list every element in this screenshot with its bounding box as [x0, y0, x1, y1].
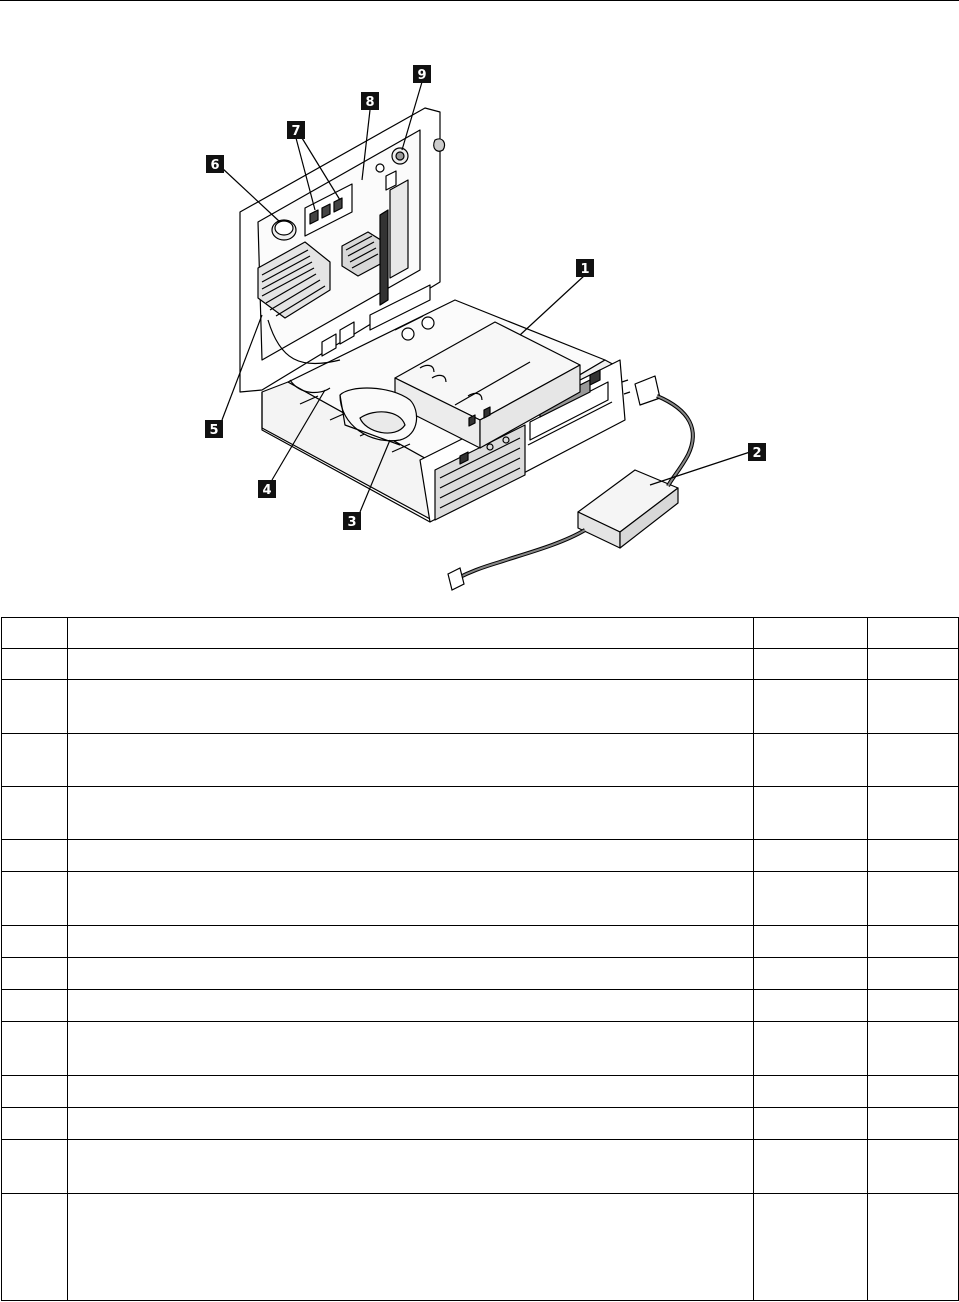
table-cell — [68, 618, 754, 649]
table-cell — [754, 1108, 868, 1140]
table-cell — [868, 1194, 959, 1301]
callout-6-number: 6 — [210, 158, 220, 173]
callout-7-number: 7 — [291, 124, 301, 139]
table-cell — [754, 926, 868, 958]
table-cell — [2, 649, 68, 680]
table-cell — [2, 990, 68, 1022]
table-row — [2, 990, 959, 1022]
table-cell — [2, 1108, 68, 1140]
table-row — [2, 1194, 959, 1301]
parts-table-body — [2, 618, 959, 1301]
table-cell — [2, 1076, 68, 1108]
table-cell — [68, 1076, 754, 1108]
table-cell — [868, 872, 959, 926]
table-cell — [2, 1022, 68, 1076]
table-cell — [754, 840, 868, 872]
callout-1 — [576, 259, 594, 277]
callout-9 — [413, 65, 431, 83]
table-row — [2, 1022, 959, 1076]
callout-8 — [361, 92, 379, 110]
table-cell — [2, 926, 68, 958]
table-cell — [68, 787, 754, 840]
table-row — [2, 649, 959, 680]
table-row — [2, 1140, 959, 1194]
callout-6 — [206, 155, 224, 173]
callout-2 — [748, 443, 766, 461]
leader-line-1 — [520, 275, 585, 335]
table-cell — [68, 958, 754, 990]
table-cell — [2, 1194, 68, 1301]
table-cell — [68, 649, 754, 680]
table-row — [2, 787, 959, 840]
table-cell — [754, 1194, 868, 1301]
table-cell — [68, 840, 754, 872]
table-cell — [2, 872, 68, 926]
table-cell — [868, 680, 959, 734]
callout-9-number: 9 — [417, 68, 427, 83]
table-cell — [68, 872, 754, 926]
exploded-view-illustration — [0, 0, 959, 615]
table-cell — [2, 734, 68, 787]
callout-4-number: 4 — [262, 483, 272, 498]
table-cell — [868, 649, 959, 680]
table-cell — [68, 680, 754, 734]
callout-4 — [258, 480, 276, 498]
table-cell — [754, 734, 868, 787]
table-cell — [754, 649, 868, 680]
parts-table — [1, 617, 959, 1301]
table-cell — [868, 990, 959, 1022]
table-row — [2, 1076, 959, 1108]
table-cell — [868, 840, 959, 872]
table-cell — [2, 618, 68, 649]
table-cell — [2, 680, 68, 734]
table-cell — [2, 840, 68, 872]
table-cell — [754, 1076, 868, 1108]
table-cell — [754, 958, 868, 990]
table-row — [2, 926, 959, 958]
table-cell — [868, 734, 959, 787]
table-cell — [868, 958, 959, 990]
table-cell — [868, 1022, 959, 1076]
table-cell — [868, 618, 959, 649]
callout-5 — [205, 420, 223, 438]
callout-3 — [343, 512, 361, 530]
table-cell — [754, 1022, 868, 1076]
table-row — [2, 680, 959, 734]
callout-5-number: 5 — [209, 423, 219, 438]
table-row — [2, 872, 959, 926]
callout-7 — [287, 121, 305, 139]
table-row — [2, 734, 959, 787]
table-cell — [754, 1140, 868, 1194]
table-cell — [68, 990, 754, 1022]
table-cell — [754, 990, 868, 1022]
table-cell — [754, 680, 868, 734]
callout-1-number: 1 — [580, 262, 590, 277]
callout-8-number: 8 — [365, 95, 375, 110]
table-cell — [2, 958, 68, 990]
callout-2-number: 2 — [752, 446, 762, 461]
callout-3-number: 3 — [347, 515, 357, 530]
table-cell — [68, 1108, 754, 1140]
table-cell — [868, 1076, 959, 1108]
table-cell — [68, 926, 754, 958]
table-cell — [68, 1194, 754, 1301]
table-cell — [68, 1140, 754, 1194]
table-cell — [68, 734, 754, 787]
table-row — [2, 618, 959, 649]
table-cell — [754, 787, 868, 840]
table-cell — [868, 926, 959, 958]
table-cell — [2, 787, 68, 840]
table-row — [2, 1108, 959, 1140]
table-cell — [868, 1108, 959, 1140]
table-row — [2, 958, 959, 990]
table-cell — [68, 1022, 754, 1076]
table-cell — [868, 787, 959, 840]
table-cell — [2, 1140, 68, 1194]
table-cell — [754, 618, 868, 649]
table-row — [2, 840, 959, 872]
table-cell — [754, 872, 868, 926]
table-cell — [868, 1140, 959, 1194]
leader-line-2 — [650, 452, 750, 485]
